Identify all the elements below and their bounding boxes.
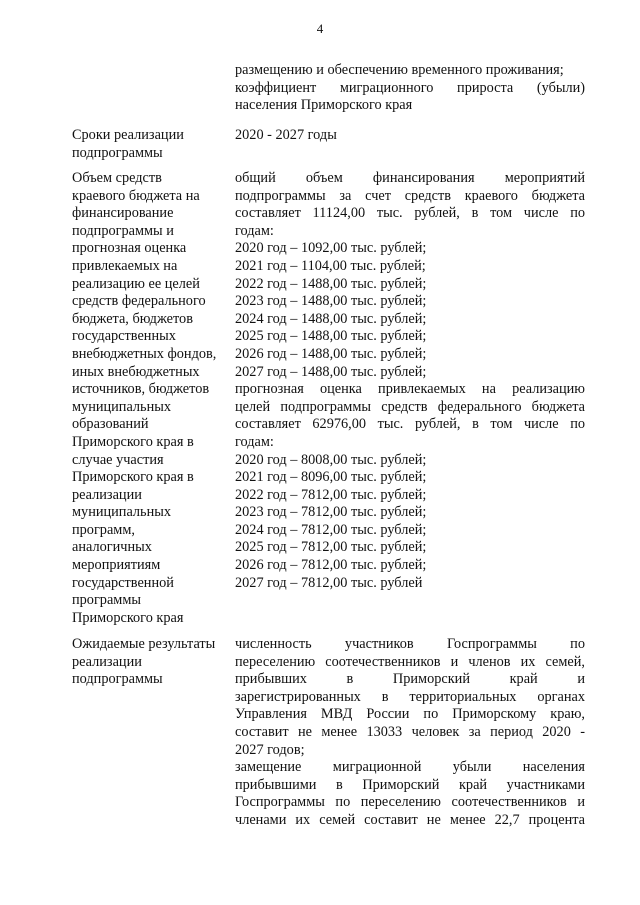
label-line: муниципальных [72, 398, 171, 415]
text-line: подпрограммы за счет средств краевого бюджета [235, 187, 585, 204]
text-line: целей подпрограммы средств федерального бюджета [235, 398, 585, 415]
year-line: 2027 год – 1488,00 тыс. рублей; [235, 363, 427, 380]
text-line: переселению соотечественников и членов их семей, [235, 653, 585, 670]
text-line: 2027 годов; [235, 741, 305, 758]
year-line: 2020 год – 8008,00 тыс. рублей; [235, 451, 427, 468]
year-line: 2027 год – 7812,00 тыс. рублей [235, 574, 423, 591]
label-line: бюджета, бюджетов [72, 310, 193, 327]
label-line: Ожидаемые результаты [72, 636, 216, 652]
year-line: 2023 год – 7812,00 тыс. рублей; [235, 504, 427, 521]
label-line: Приморского края [72, 609, 184, 626]
label-line: иных внебюджетных [72, 363, 200, 380]
year-line: 2025 год – 1488,00 тыс. рублей; [235, 328, 427, 345]
year-line: 2022 год – 7812,00 тыс. рублей; [235, 486, 427, 503]
year-line: 2021 год – 8096,00 тыс. рублей; [235, 469, 427, 486]
year-line: 2024 год – 7812,00 тыс. рублей; [235, 521, 427, 538]
year-line: 2023 год – 1488,00 тыс. рублей; [235, 293, 427, 310]
label-line: реализации [72, 653, 142, 670]
label-line: программ, [72, 521, 135, 538]
text-line: Госпрограммы по переселению соотечественников и [235, 794, 585, 811]
label-line: источников, бюджетов [72, 381, 210, 398]
label-line: мероприятиям [72, 557, 161, 574]
year-line: 2024 год – 1488,00 тыс. рублей; [235, 310, 427, 327]
year-line: 2021 год – 1104,00 тыс. рублей; [235, 257, 426, 274]
label-line: Объем средств [72, 170, 162, 186]
text-line: прибывших в Приморский край и [235, 671, 585, 688]
funding-text [235, 170, 585, 592]
text-line: 2020 - 2027 годы [235, 127, 337, 143]
text-line: составляет 62976,00 тыс. рублей, в том числе по [235, 416, 585, 433]
year-line: 2026 год – 7812,00 тыс. рублей; [235, 557, 427, 574]
label-line: Приморского края в [72, 433, 194, 450]
label-line: программы [72, 592, 142, 609]
periods-value [235, 127, 585, 145]
text-line: прогнозная оценка привлекаемых на реализацию [235, 381, 585, 398]
text-line: Управления МВД России по Приморскому краю, [235, 706, 585, 723]
label-line: финансирование [72, 205, 174, 222]
label-line: реализации [72, 486, 142, 503]
continuation-text [235, 62, 585, 115]
results-text [235, 636, 585, 830]
label-line: Приморского края в [72, 469, 194, 486]
page-number: 4 [316, 21, 324, 36]
label-line: аналогичных [72, 539, 152, 556]
label-line: краевого бюджета на [72, 187, 200, 204]
text-line: зарегистрированных в территориальных органах [235, 688, 585, 705]
text-line: размещению и обеспечению временного проживания; [235, 62, 564, 78]
label-line: привлекаемых на [72, 257, 178, 274]
funding-label [72, 170, 232, 627]
label-line: подпрограммы [72, 671, 163, 688]
label-line: подпрограммы [72, 144, 163, 161]
label-line: государственной [72, 574, 174, 591]
label-line: внебюджетных фондов, [72, 345, 217, 362]
text-line: прибывшими в Приморский край участниками [235, 776, 585, 793]
text-line: годам: [235, 433, 274, 450]
year-line: 2020 год – 1092,00 тыс. рублей; [235, 240, 427, 257]
periods-label [72, 127, 232, 162]
text-line: населения Приморского края [235, 97, 413, 114]
text-line: коэффициент миграционного прироста (убыли) [235, 79, 585, 96]
text-line: общий объем финансирования мероприятий [235, 170, 585, 186]
label-line: образований [72, 416, 149, 433]
label-line: муниципальных [72, 504, 171, 521]
label-line: случае участия [72, 451, 164, 468]
text-line: численность участников Госпрограммы по [235, 636, 585, 652]
text-line: членами их семей составит не менее 22,7 процента [235, 811, 585, 828]
label-line: Сроки реализации [72, 127, 184, 143]
text-line: годам: [235, 222, 274, 239]
year-line: 2026 год – 1488,00 тыс. рублей; [235, 345, 427, 362]
year-line: 2025 год – 7812,00 тыс. рублей; [235, 539, 427, 556]
text-line: составляет 11124,00 тыс. рублей, в том числе по [235, 205, 585, 222]
label-line: подпрограммы и [72, 222, 174, 239]
year-line: 2022 год – 1488,00 тыс. рублей; [235, 275, 427, 292]
text-line: замещение миграционной убыли населения [235, 759, 585, 776]
label-line: средств федерального [72, 293, 206, 310]
results-label [72, 636, 232, 689]
text-line: составит не менее 13033 человек за период 2020 - [235, 723, 585, 740]
label-line: государственных [72, 328, 176, 345]
label-line: реализацию ее целей [72, 275, 200, 292]
label-line: прогнозная оценка [72, 240, 187, 257]
